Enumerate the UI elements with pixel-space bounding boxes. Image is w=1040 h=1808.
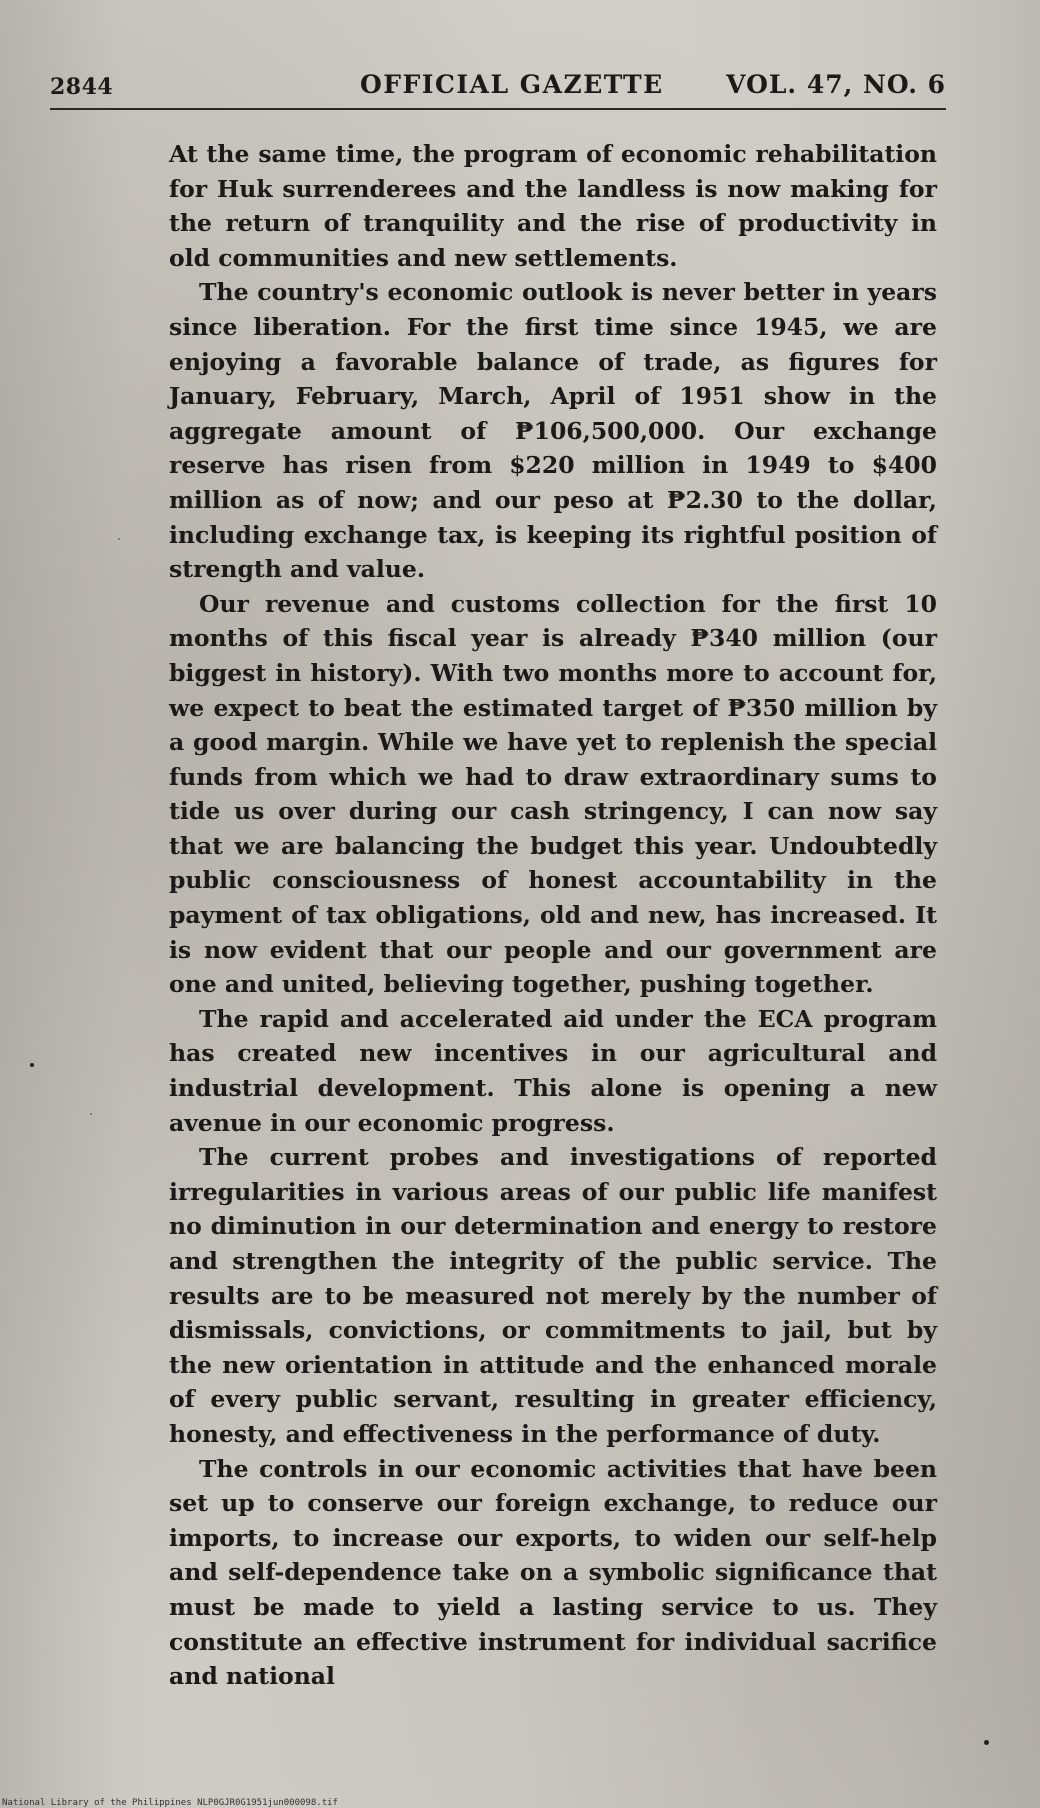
running-title: OFFICIAL GAZETTE: [360, 70, 664, 99]
paragraph: The current probes and investigations of reported irregularities in various areas of our public life manifest no diminution in our determination and energy to restore and strengthen the integrity of the public service. The results are to be measured not merely by the number of dismissals, convictions, or commitments to jail, but by the new orientation in attitude and the enhanced morale of every public servant, resulting in greater efficiency, honesty, and effectiveness in the performance of duty.: [169, 1143, 937, 1448]
volume-issue: VOL. 47, NO. 6: [726, 70, 946, 99]
scan-speck: [984, 1740, 989, 1745]
scan-speck: [30, 1063, 34, 1067]
paragraph: At the same time, the program of economic rehabilitation for Huk surrenderees and the landless is now making for the return of tranquility and the rise of productivity in old communities and new settlements.: [169, 140, 937, 272]
paragraph: The controls in our economic activities that have been set up to conserve our foreign exchange, to reduce our imports, to increase our exports, to widen our self-help and self-dependence take on a symbolic significance that must be made to yield a lasting service to us. They constitute an effective instrument for individual sacrifice and national: [169, 1454, 937, 1691]
paragraph: The rapid and accelerated aid under the ECA program has created new incentives in our agricultural and industrial development. This alone is opening a new avenue in our economic progress.: [169, 1004, 937, 1137]
scan-speck: [118, 538, 120, 540]
scan-source-caption: National Library of the Philippines NLP0GJR0G1951jun000098.tif: [2, 1798, 338, 1808]
page-number: 2844: [50, 74, 114, 100]
article-body: [169, 137, 937, 1694]
paragraph: Our revenue and customs collection for the first 10 months of this fiscal year is already ₱340 million (our biggest in history). With two months more to account for, we expect to beat the estimated target of ₱350 million by a good margin. While we have yet to replenish the special funds from which we had to draw extraordinary sums to tide us over during our cash stringency, I can now say that we are balancing the budget this year. Undoubtedly public consciousness of honest accountability in the payment of tax obligations, old and new, has increased. It is now evident that our people and our government are one and united, believing together, pushing together.: [169, 589, 937, 999]
header-rule: [50, 108, 946, 110]
scan-speck: [90, 1113, 92, 1115]
paragraph: The country's economic outlook is never better in years since liberation. For the first time since 1945, we are enjoying a favorable balance of trade, as figures for January, February, March, April of 1951 show in the aggregate amount of ₱106,500,000. Our exchange reserve has risen from $220 million in 1949 to $400 million as of now; and our peso at ₱2.30 to the dollar, including exchange tax, is keeping its rightful position of strength and value.: [169, 278, 937, 584]
page-header: [50, 66, 946, 106]
